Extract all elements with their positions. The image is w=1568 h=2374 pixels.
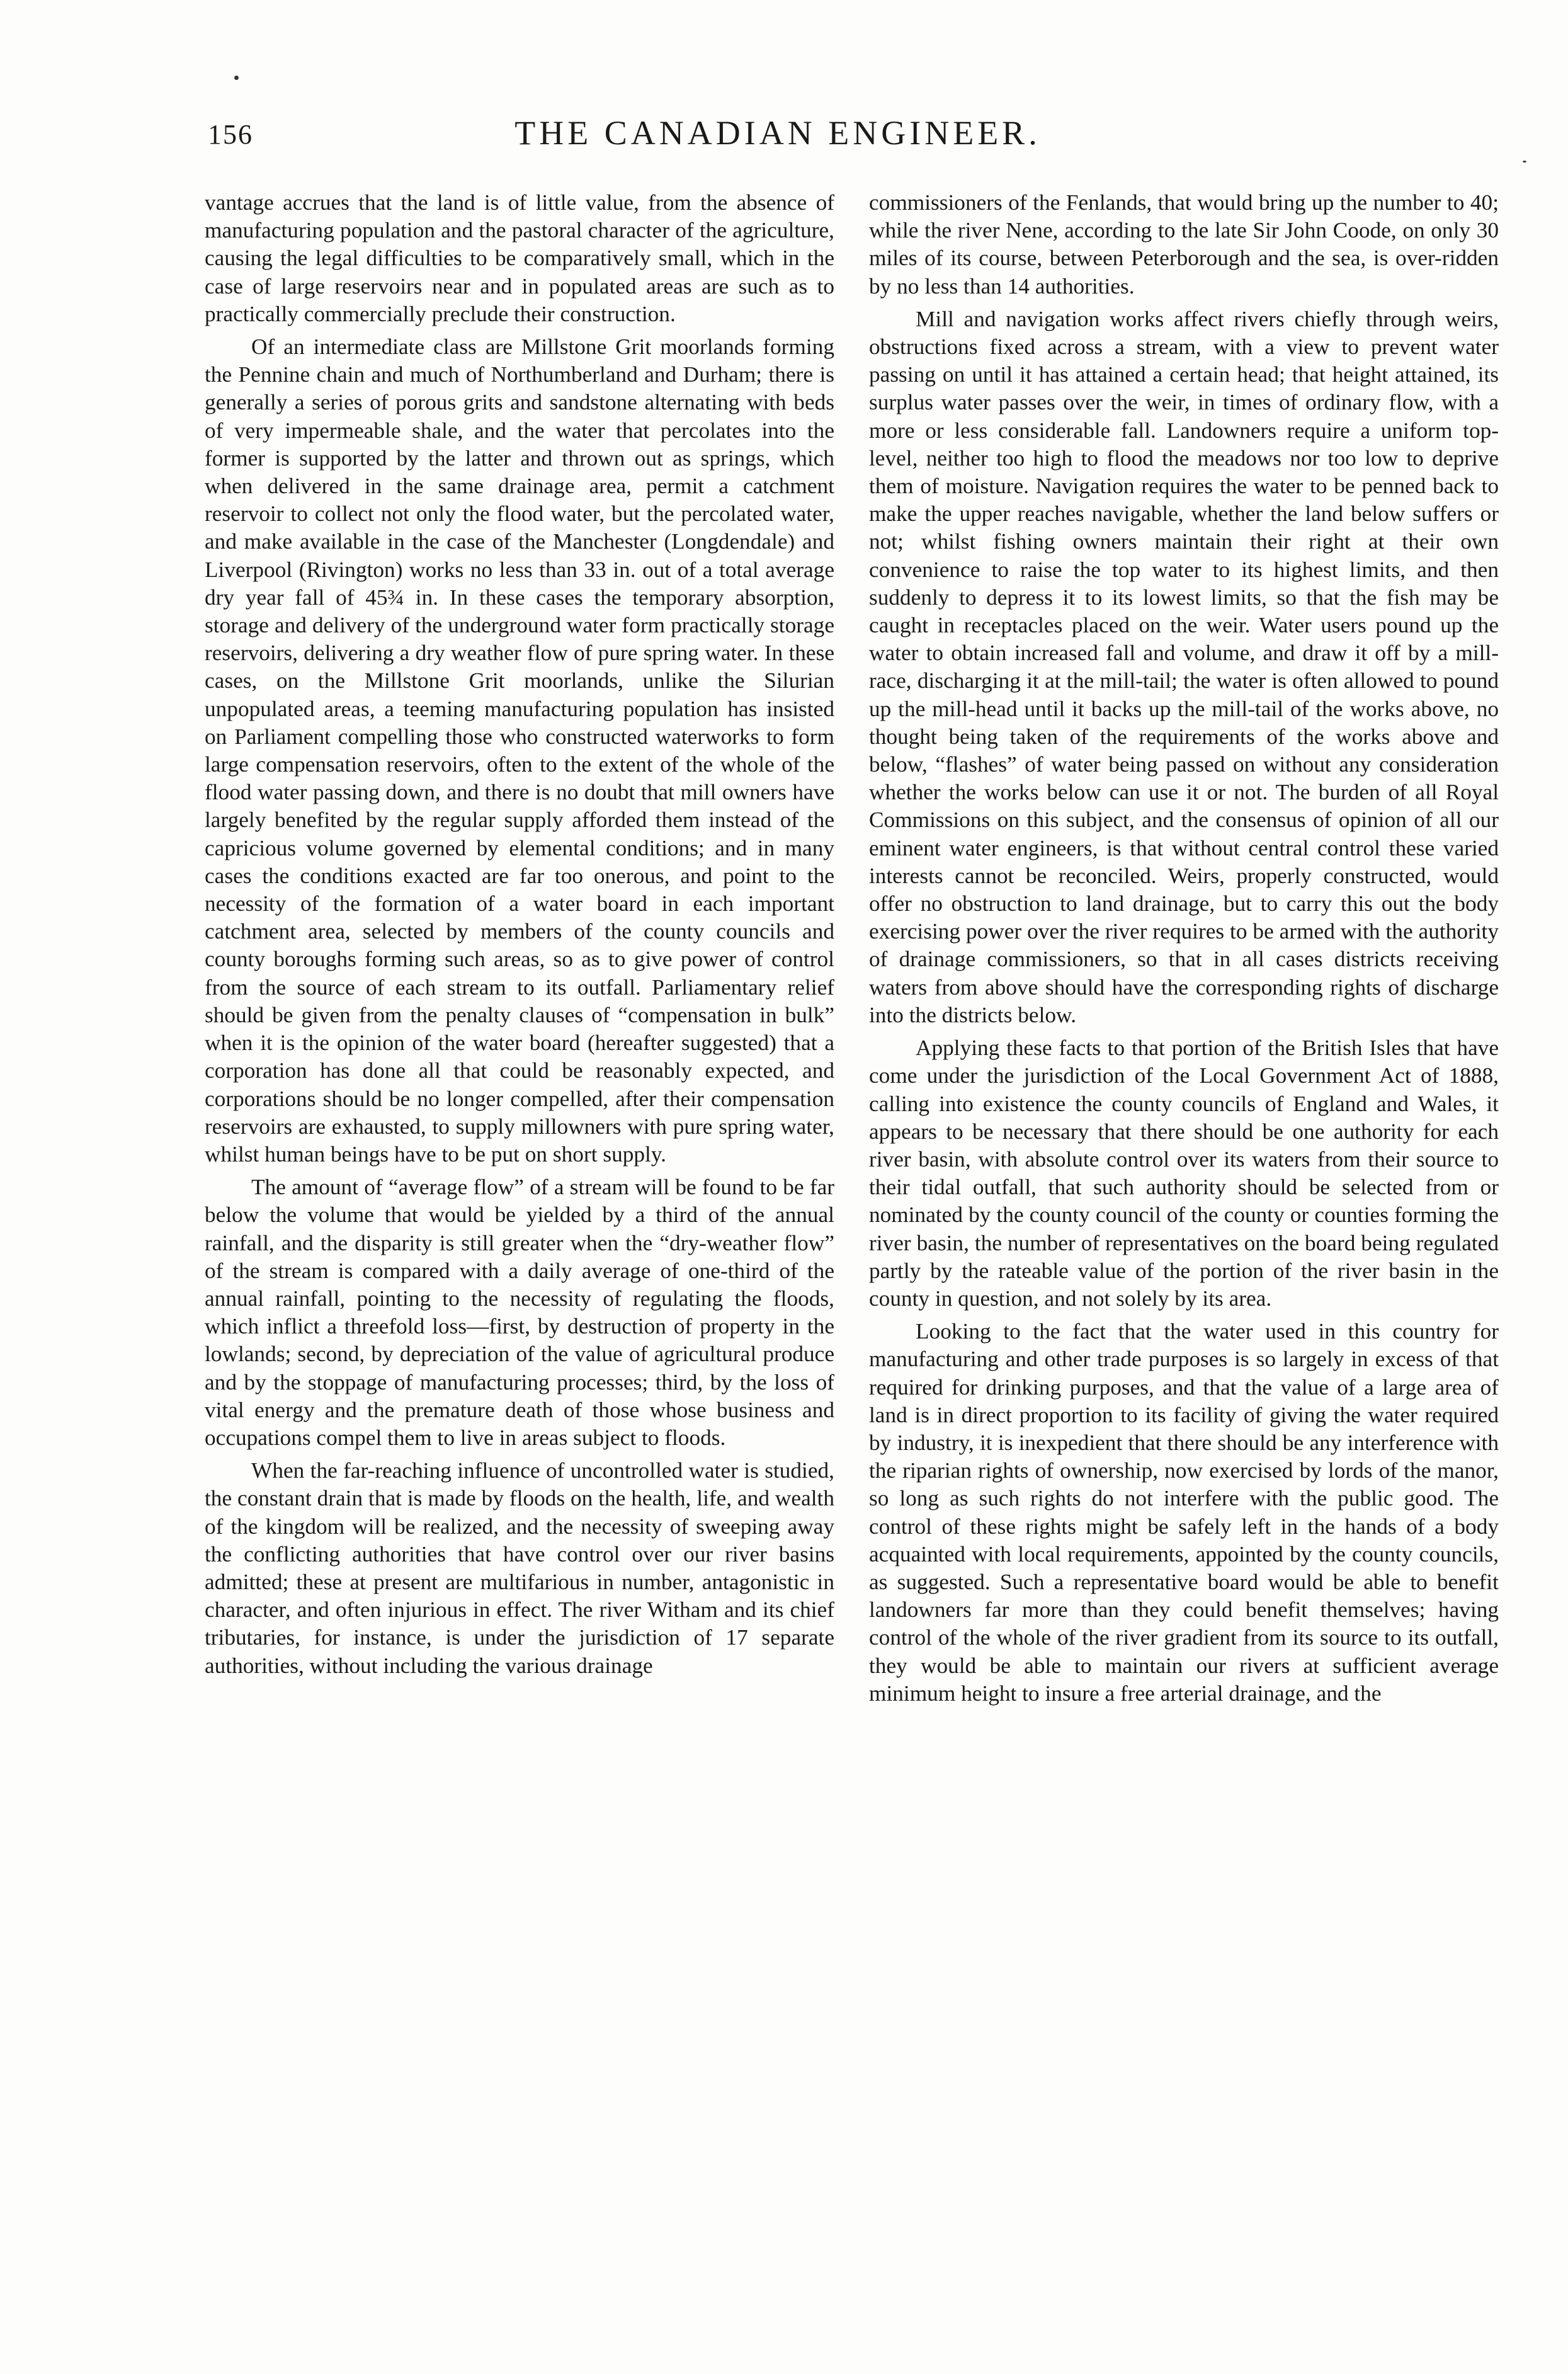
running-title: THE CANADIAN ENGINEER.	[514, 114, 1041, 152]
right-column	[869, 189, 1499, 1708]
print-speck	[234, 76, 239, 80]
print-speck	[1523, 161, 1526, 163]
paragraph: Of an intermediate class are Millstone Grit moorlands forming the Pennine chain and much of Northumberland and Durham; there is generally a series of porous grits and sandstone alternating with beds of very impermeable shale, and the water that percolates into the former is supported by the latter and thrown out as springs, which when delivered in the same drainage area, permit a catchment reservoir to collect not only the flood water, but the percolated water, and make available in the case of the Manchester (Longdendale) and Liverpool (Rivington) works no less than 33 in. out of a total average dry year fall of 45¾ in. In these cases the temporary absorption, storage and delivery of the underground water form practically storage reservoirs, delivering a dry weather flow of pure spring water. In these cases, on the Millstone Grit moorlands, unlike the Silurian unpopulated areas, a teeming manufacturing population has insisted on Parliament compelling those who constructed waterworks to form large compensation reservoirs, often to the extent of the whole of the flood water passing down, and there is no doubt that mill owners have largely benefited by the regular supply afforded them instead of the capricious volume governed by elemental conditions; and in many cases the conditions exacted are far too onerous, and point to the necessity of the formation of a water board in each important catchment area, selected by members of the county councils and county boroughs forming such areas, so as to give power of control from the source of each stream to its outfall. Parliamentary relief should be given from the penalty clauses of “compensation in bulk” when it is the opinion of the water board (hereafter suggested) that a corporation has done all that could be reasonably expected, and corporations should be no longer compelled, after their compensation reservoirs are exhausted, to supply millowners with pure spring water, whilst human beings have to be put on short supply.	[205, 334, 834, 1167]
paragraph: Looking to the fact that the water used in this country for manufacturing and other trade purposes is so largely in excess of that required for drinking purposes, and that the value of a large area of land is in direct proportion to its facility of giving the water required by industry, it is inexpedient that there should be any interference with the riparian rights of ownership, now exercised by lords of the manor, so long as such rights do not interfere with the public good. The control of these rights might be safely left in the hands of a body acquainted with local requirements, appointed by the county councils, as suggested. Such a representative board would be able to benefit landowners far more than they could benefit themselves; having control of the whole of the river gradient from its source to its outfall, they would be able to maintain our rivers at sufficient average minimum height to insure a free arterial drainage, and the	[869, 1319, 1499, 1706]
paragraph: vantage accrues that the land is of little value, from the absence of manufacturing population and the pastoral character of the agriculture, causing the legal difficulties to be comparatively small, which in the case of large reservoirs near and in populated areas are such as to practically commercially preclude their construction.	[205, 190, 834, 326]
paragraph: Mill and navigation works affect rivers chiefly through weirs, obstructions fixed across a stream, with a view to prevent water passing on until it has attained a certain head; that height attained, its surplus water passes over the weir, in times of ordinary flow, with a more or less considerable fall. Landowners require a uniform top-level, neither too high to flood the meadows nor too low to deprive them of moisture. Navigation requires the water to be penned back to make the upper reaches navigable, whether the land below suffers or not; whilst fishing owners maintain their right at their own convenience to raise the top water to its highest limits, and then suddenly to depress it to its lowest limits, so that the fish may be caught in receptacles placed on the weir. Water users pound up the water to obtain increased fall and volume, and draw it off by a mill-race, discharging it at the mill-tail; the water is often allowed to pound up the mill-head until it backs up the mill-tail of the works above, no thought being taken of the requirements of the works above and below, “flashes” of water being passed on without any consideration whether the works below can use it or not. The burden of all Royal Commissions on this subject, and the consensus of opinion of all our eminent water engineers, is that without central control these varied interests cannot be reconciled. Weirs, properly constructed, would offer no obstruction to land drainage, but to carry this out the body exercising power over the river requires to be armed with the authority of drainage commissioners, so that in all cases districts receiving waters from above should have the corresponding rights of discharge into the districts below.	[869, 306, 1499, 1027]
page-header	[208, 113, 1348, 164]
paragraph: When the far-reaching influence of uncontrolled water is studied, the constant drain that is made by floods on the health, life, and wealth of the kingdom will be realized, and the necessity of sweeping away the conflicting authorities that have control over our river basins admitted; these at present are multifarious in number, antagonistic in character, and often injurious in effect. The river Witham and its chief tributaries, for instance, is under the jurisdiction of 17 separate authorities, without including the various drainage	[205, 1458, 834, 1678]
left-column	[205, 189, 834, 1680]
paragraph: commissioners of the Fenlands, that would bring up the number to 40; while the river Nene, according to the late Sir John Coode, on only 30 miles of its course, between Peterborough and the sea, is over-ridden by no less than 14 authorities.	[869, 190, 1499, 299]
page-number: 156	[208, 119, 253, 150]
paragraph: Applying these facts to that portion of the British Isles that have come under the jurisdiction of the Local Government Act of 1888, calling into existence the county councils of England and Wales, it appears to be necessary that there should be one authority for each river basin, with absolute control over its waters from their source to their tidal outfall, that such authority should be selected from or nominated by the county council of the county or counties forming the river basin, the number of representatives on the board being regulated partly by the rateable value of the portion of the river basin in the county in question, and not solely by its area.	[869, 1036, 1499, 1311]
paragraph: The amount of “average flow” of a stream will be found to be far below the volume that would be yielded by a third of the annual rainfall, and the disparity is still greater when the “dry-weather flow” of the stream is compared with a daily average of one-third of the annual rainfall, pointing to the necessity of regulating the floods, which inflict a threefold loss—first, by destruction of property in the lowlands; second, by depreciation of the value of agricultural produce and by the stoppage of manufacturing processes; third, by the loss of vital energy and the premature death of those whose business and occupations compel them to live in areas subject to floods.	[205, 1175, 834, 1450]
